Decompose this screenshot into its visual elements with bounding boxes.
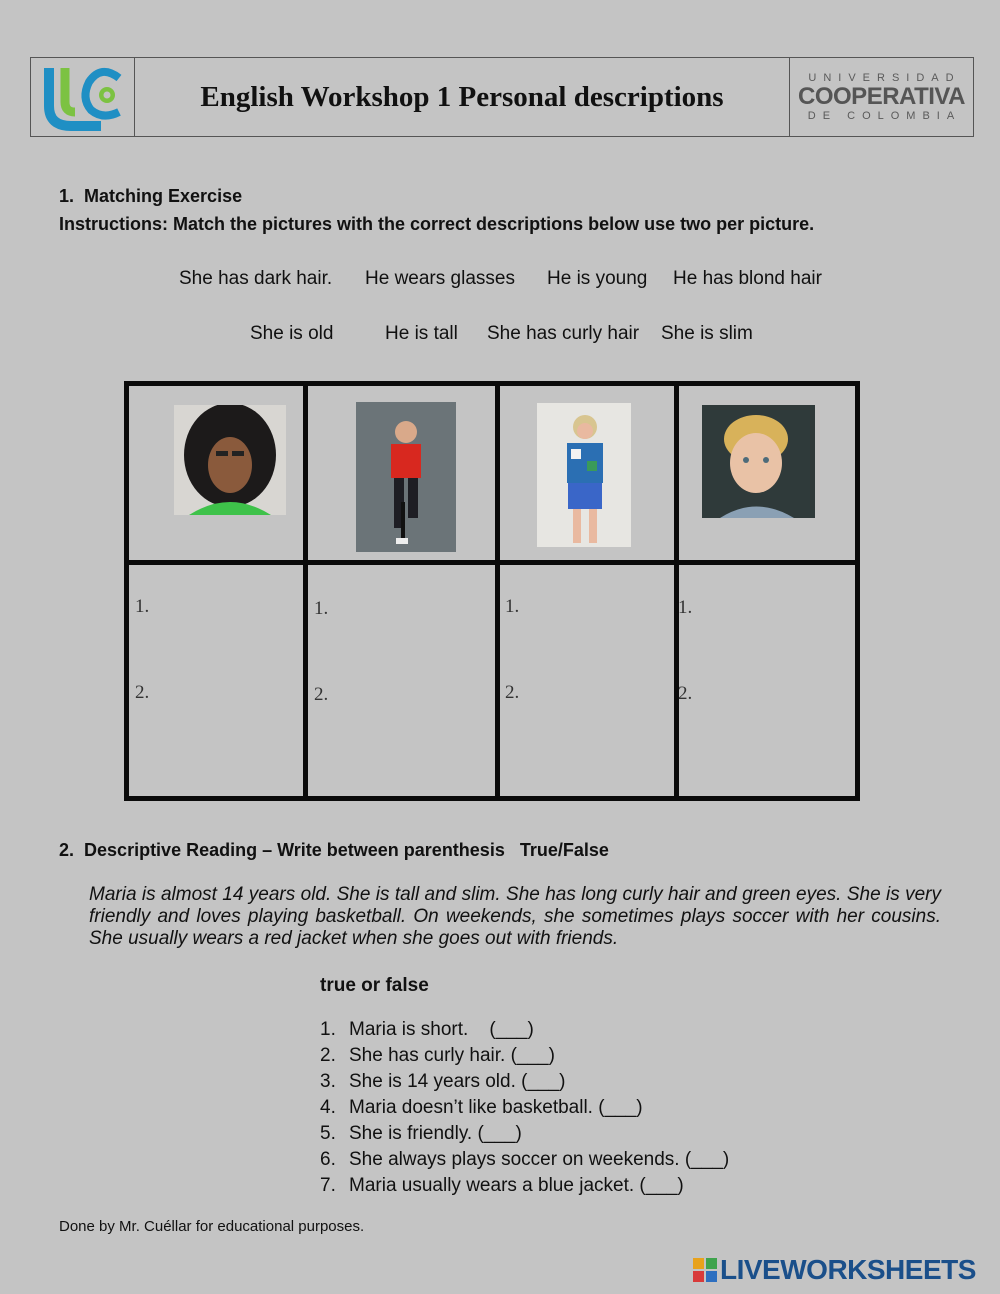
liveworksheets-brand: LIVEWORKSHEETS [720, 1254, 976, 1285]
header-banner [30, 57, 974, 137]
answer-label: 2. [678, 683, 693, 704]
university-logo [789, 58, 973, 136]
statement-text: She always plays soccer on weekends. (___) [349, 1149, 730, 1170]
word-bank-option: He is tall [385, 323, 458, 344]
statement-text: She is friendly. (___) [349, 1123, 522, 1144]
university-top-text: UNIVERSIDAD [808, 72, 961, 84]
statement-number: 4. [320, 1097, 336, 1118]
page-title: English Workshop 1 Personal descriptions [200, 80, 724, 113]
section1-title: Matching Exercise [84, 186, 243, 206]
list-item [320, 1071, 729, 1097]
university-bottom-text: DE COLOMBIA [807, 110, 962, 122]
photo-curly-hair-woman [174, 405, 286, 515]
answer-label: 2. [505, 682, 520, 703]
statement-number: 6. [320, 1149, 336, 1170]
word-bank-option: She is old [250, 323, 334, 344]
statement-number: 5. [320, 1123, 336, 1144]
list-item [320, 1123, 729, 1149]
statement-number: 2. [320, 1045, 336, 1066]
matching-grid [124, 381, 860, 801]
answer-label: 2. [135, 682, 150, 703]
grid-divider [303, 386, 308, 796]
list-item [320, 1045, 729, 1071]
word-bank-option: He wears glasses [365, 268, 515, 289]
grid-divider [129, 560, 855, 565]
section1-number: 1. [59, 186, 75, 206]
section2-title: Descriptive Reading – Write between parenthesis True/False [84, 840, 609, 860]
ucc-logo [31, 58, 135, 136]
grid-divider [674, 386, 679, 796]
photo-tall-man [356, 402, 456, 552]
list-item [320, 1175, 729, 1201]
footer-credit: Done by Mr. Cuéllar for educational purposes. [59, 1218, 365, 1235]
true-false-title: true or false [320, 975, 429, 996]
answer-label: 1. [505, 596, 520, 617]
word-bank-option: He is young [547, 268, 648, 289]
university-main-text: COOPERATIVA [798, 83, 965, 110]
reading-passage: Maria is almost 14 years old. She is tall and slim. She has long curly hair and green eyes. She is very friendly and loves playing basketball. On weekends, she sometimes plays soccer with her cousins. She usually wears a red jacket when she goes out with friends. [89, 884, 941, 949]
section2-heading [59, 840, 609, 861]
list-item [320, 1097, 729, 1123]
answer-label: 1. [678, 597, 693, 618]
statement-text: Maria usually wears a blue jacket. (___) [349, 1175, 684, 1196]
list-item [320, 1019, 729, 1045]
section1-heading [59, 186, 242, 207]
statement-number: 3. [320, 1071, 336, 1092]
statement-text: She has curly hair. (___) [349, 1045, 555, 1066]
photo-blond-boy [702, 405, 815, 518]
word-bank-option: She has curly hair [487, 323, 640, 344]
answer-label: 2. [314, 684, 329, 705]
statement-number: 7. [320, 1175, 336, 1196]
statement-text: She is 14 years old. (___) [349, 1071, 566, 1092]
ucc-logo-icon [31, 58, 134, 138]
list-item [320, 1149, 729, 1175]
statement-text: Maria is short. (___) [349, 1019, 534, 1040]
statement-text: Maria doesn’t like basketball. (___) [349, 1097, 643, 1118]
statement-number: 1. [320, 1019, 336, 1040]
true-false-list [320, 1019, 729, 1201]
word-bank-option: He has blond hair [673, 268, 822, 289]
word-bank-option: She is slim [661, 323, 753, 344]
word-bank-option: She has dark hair. [179, 268, 333, 289]
liveworksheets-logo[interactable] [693, 1254, 976, 1286]
grid-divider [495, 386, 500, 796]
section2-number: 2. [59, 840, 75, 860]
answer-label: 1. [135, 596, 150, 617]
liveworksheets-icon [693, 1258, 717, 1282]
section1-instructions: Instructions: Match the pictures with the correct descriptions below use two per picture. [59, 214, 815, 234]
photo-older-woman [537, 403, 631, 547]
answer-label: 1. [314, 598, 329, 619]
